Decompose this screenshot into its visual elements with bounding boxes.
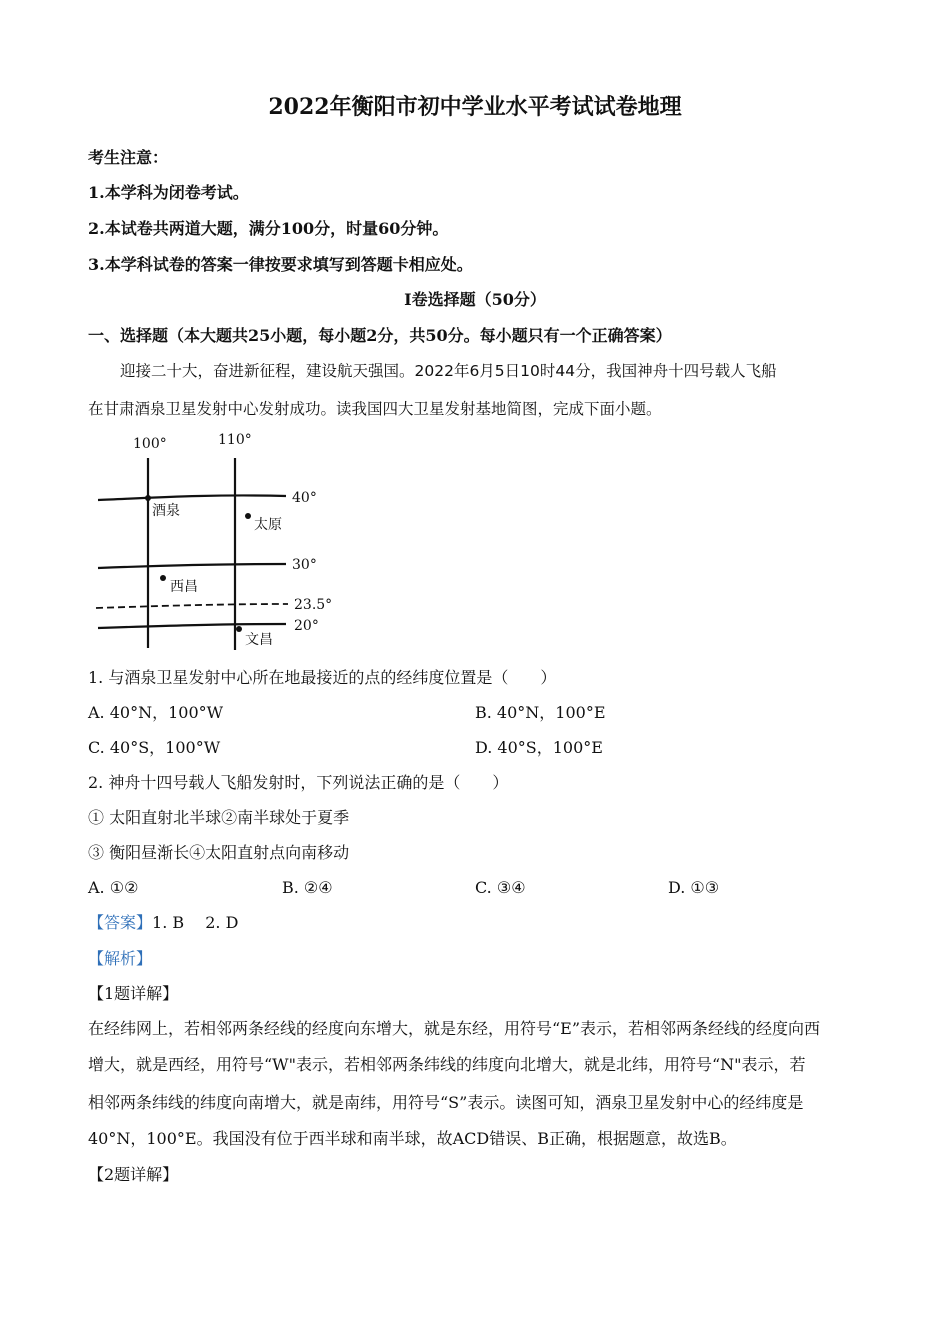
notice-item: 2.本试卷共两道大题，满分100分，时量60分钟。 xyxy=(88,219,449,238)
place-dot xyxy=(236,626,242,632)
latitude-label: 23.5° xyxy=(294,597,333,613)
q1-option-b: B. 40°N，100°E xyxy=(475,703,606,722)
place-dot xyxy=(145,495,151,501)
latitude-line-20 xyxy=(98,624,286,628)
analysis-tag: 【解析】 xyxy=(88,949,153,968)
q2-option-a: A. ①② xyxy=(88,878,139,897)
detail1-line: 在经纬网上，若相邻两条经线的经度向东增大，就是东经，用符号“E”表示，若相邻两条经线的经度向西 xyxy=(88,1019,821,1038)
q1-option-c: C. 40°S，100°W xyxy=(88,738,221,757)
latitude-label: 40° xyxy=(292,490,317,506)
latitude-line-30 xyxy=(98,564,286,568)
passage-line: 迎接二十大，奋进新征程，建设航天强国。2022年6月5日10时44分，我国神舟十四号载人飞船 xyxy=(120,362,777,380)
longitude-label: 110° xyxy=(218,432,252,448)
q1-stem: 1. 与酒泉卫星发射中心所在地最接近的点的经纬度位置是（ ） xyxy=(88,668,557,687)
answer-line xyxy=(88,913,238,933)
notice-item: 1.本学科为闭卷考试。 xyxy=(88,183,249,202)
answer-tag: 【答案】 xyxy=(88,913,153,932)
place-label: 文昌 xyxy=(245,632,273,648)
place-dot xyxy=(160,575,166,581)
tropic-line-23-5 xyxy=(96,604,288,608)
part-title: 一、选择题（本大题共25小题，每小题2分，共50分。每小题只有一个正确答案） xyxy=(88,326,672,345)
detail1-line: 相邻两条纬线的纬度向南增大，就是南纬，用符号“S”表示。读图可知，酒泉卫星发射中心的经纬度是 xyxy=(88,1093,804,1112)
place-label: 西昌 xyxy=(170,579,198,595)
q2-statement: ③ 衡阳昼渐长④太阳直射点向南移动 xyxy=(88,843,350,862)
q2-option-d: D. ①③ xyxy=(668,878,720,897)
place-dot xyxy=(245,513,251,519)
detail1-line: 增大，就是西经，用符号“W"表示，若相邻两条纬线的纬度向北增大，就是北纬，用符号“N"表示，若 xyxy=(88,1055,806,1074)
notice-heading: 考生注意： xyxy=(88,148,169,167)
satellite-base-map xyxy=(88,428,348,656)
latitude-label: 30° xyxy=(292,557,317,573)
q2-stem: 2. 神舟十四号载人飞船发射时，下列说法正确的是（ ） xyxy=(88,773,509,792)
q1-option-d: D. 40°S，100°E xyxy=(475,738,603,757)
detail2-heading: 【2题详解】 xyxy=(88,1165,179,1184)
detail1-heading: 【1题详解】 xyxy=(88,984,179,1003)
q2-option-c: C. ③④ xyxy=(475,878,526,897)
passage-line: 在甘肃酒泉卫星发射中心发射成功。读我国四大卫星发射基地简图，完成下面小题。 xyxy=(88,400,662,418)
q2-statement: ① 太阳直射北半球②南半球处于夏季 xyxy=(88,808,350,827)
section-title: I卷选择题（50分） xyxy=(404,290,546,309)
q1-option-a: A. 40°N，100°W xyxy=(88,703,224,722)
page-title: 2022年衡阳市初中学业水平考试试卷地理 xyxy=(268,94,682,120)
place-label: 太原 xyxy=(254,517,282,533)
place-label: 酒泉 xyxy=(152,503,180,519)
longitude-label: 100° xyxy=(133,436,167,452)
notice-item: 3.本学科试卷的答案一律按要求填写到答题卡相应处。 xyxy=(88,255,473,274)
latitude-label: 20° xyxy=(294,618,319,634)
answer-text: 1. B 2. D xyxy=(152,913,239,932)
q2-option-b: B. ②④ xyxy=(282,878,333,897)
latitude-line-40 xyxy=(98,495,286,500)
detail1-line: 40°N，100°E。我国没有位于西半球和南半球，故ACD错误、B正确，根据题意，故选B。 xyxy=(88,1129,737,1148)
